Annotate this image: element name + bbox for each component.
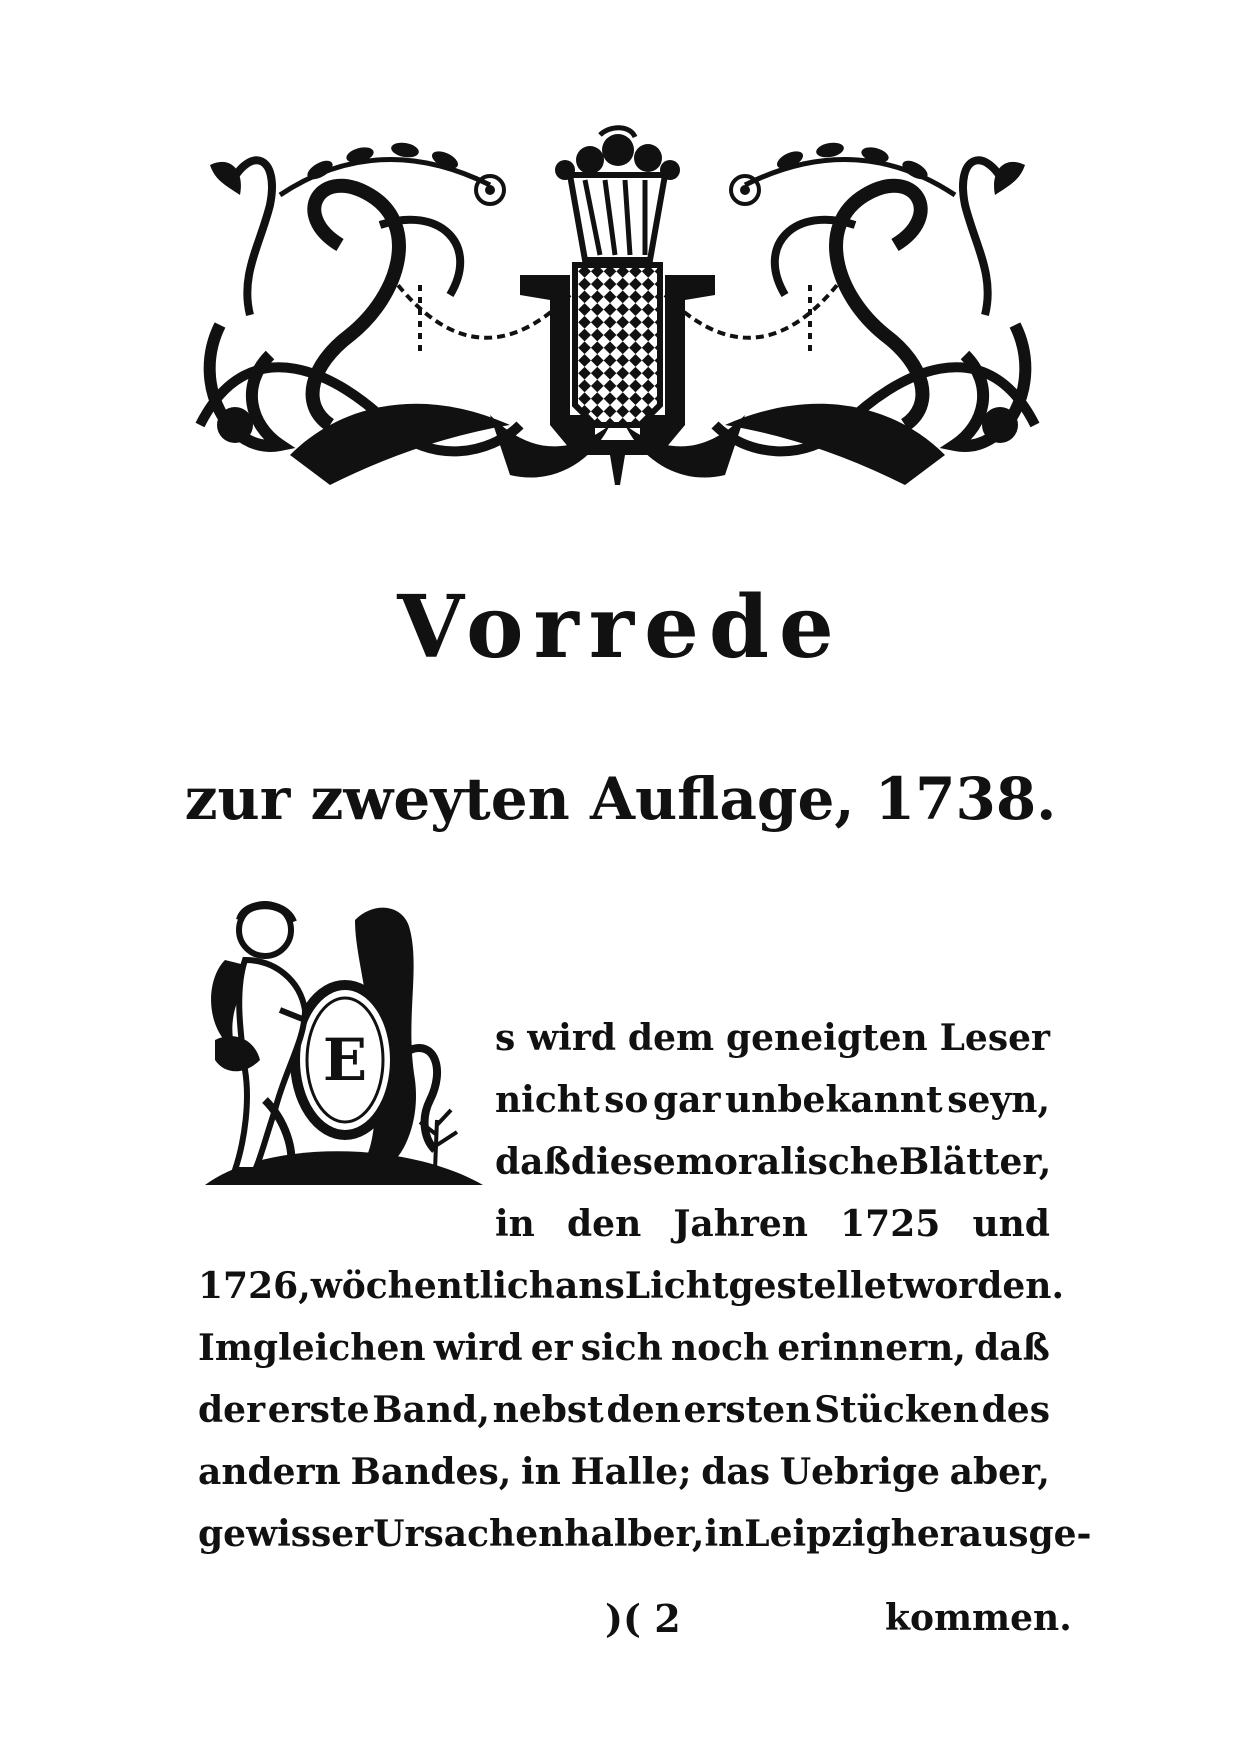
body-line-7: der erste Band, nebst den ersten Stücken des	[198, 1389, 1050, 1431]
body-line-6: Imgleichen wird er sich noch erinnern, daß	[198, 1327, 1050, 1369]
body-line-5: 1726, wöchentlich ans Licht gestellet worden.	[198, 1265, 1065, 1307]
body-line-2: nicht so gar unbekannt seyn,	[495, 1079, 1050, 1121]
signature-mark: )( 2	[605, 1596, 681, 1641]
body-line-3: daß diese moralische Blätter,	[495, 1141, 1052, 1183]
ornamental-headpiece	[190, 125, 1045, 495]
body-line-9: gewisser Ursachen halber, in Leipzig herausge-	[198, 1513, 1092, 1555]
page-title: Vorrede	[397, 577, 844, 678]
body-line-4: in den Jahren 1725 und	[495, 1203, 1050, 1245]
body-line-8: andern Bandes, in Halle; das Uebrige aber,	[198, 1451, 1050, 1493]
catchword: kommen.	[885, 1597, 1072, 1639]
historiated-initial	[205, 900, 483, 1192]
body-line-1: s wird dem geneigten Leser	[495, 1017, 1050, 1059]
page-subtitle: zur zweyten Auflage, 1738.	[184, 765, 1057, 833]
initial-letter: E	[322, 1026, 368, 1094]
